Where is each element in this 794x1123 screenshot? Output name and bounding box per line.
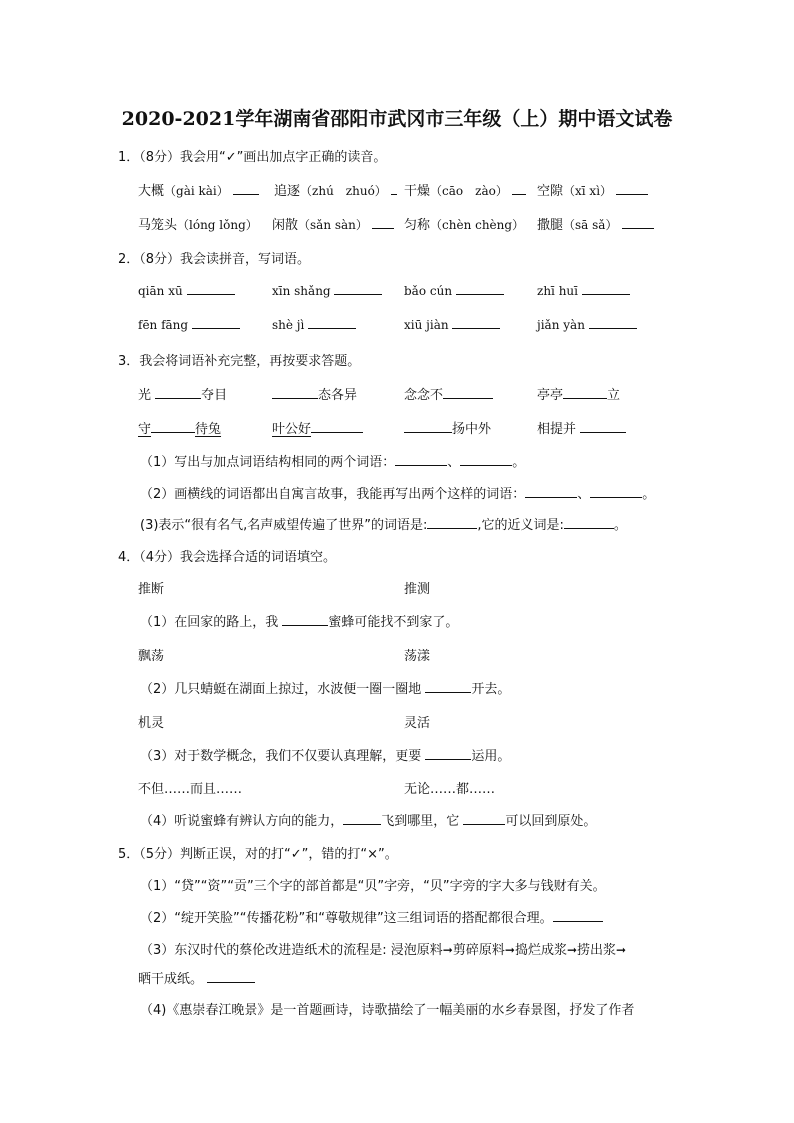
q2-pinyin-item xyxy=(272,282,382,298)
pinyin-text: xiū jiàn xyxy=(404,318,449,332)
answer-blank[interactable] xyxy=(395,453,447,466)
answer-blank[interactable] xyxy=(334,282,382,295)
sentence-text: 蜜蜂可能找不到家了。 xyxy=(328,615,459,630)
q1-row2-item4 xyxy=(537,214,654,233)
pinyin-text: fēn fāng xyxy=(138,318,189,332)
q1-word: 马笼头 xyxy=(138,218,178,233)
answer-blank[interactable] xyxy=(452,316,500,329)
q1-word: 空隙 xyxy=(537,184,564,199)
idiom-part: 立 xyxy=(607,388,621,403)
q2-pinyin-item xyxy=(138,282,235,298)
q5-statement-3 xyxy=(140,939,626,958)
q2-pinyin-item xyxy=(537,316,637,332)
idiom-part: 相提并 xyxy=(537,422,581,437)
idiom-part: 念念不 xyxy=(404,388,444,403)
word-option: 不但……而且…… xyxy=(138,782,243,797)
word-option: 荡漾 xyxy=(404,649,431,664)
q3-sub-question-2 xyxy=(140,483,655,502)
answer-blank[interactable] xyxy=(427,516,477,529)
answer-blank[interactable] xyxy=(460,453,512,466)
q1-row1-item4 xyxy=(537,180,648,199)
answer-blank[interactable] xyxy=(272,386,318,399)
sub-question-text: (3)表示“很有名气,名声威望传遍了世界”的词语是: xyxy=(140,518,428,533)
word-option: 推测 xyxy=(404,582,431,597)
q2-pinyin-item xyxy=(272,316,356,332)
answer-blank[interactable] xyxy=(590,485,642,498)
idiom-item xyxy=(404,384,493,403)
answer-blank[interactable] xyxy=(564,516,614,529)
answer-blank[interactable] xyxy=(391,182,397,195)
word-option: 无论……都…… xyxy=(404,782,496,797)
sentence-text: （3）对于数学概念，我们不仅要认真理解，更要 xyxy=(140,749,426,764)
q1-pinyin-options: （gài kài） xyxy=(164,184,229,198)
q5-statement-4: （4)《惠崇春江晚景》是一首题画诗，诗歌描绘了一幅美丽的水乡春景图，抒发了作者 xyxy=(140,1003,635,1018)
answer-blank[interactable] xyxy=(443,386,493,399)
answer-blank[interactable] xyxy=(582,282,630,295)
q1-word: 撒腿 xyxy=(537,218,564,233)
pinyin-text: qiān xū xyxy=(138,284,183,298)
answer-blank[interactable] xyxy=(404,420,452,433)
separator: 、 xyxy=(577,487,591,502)
question-4-heading: 4．（4分）我会选择合适的词语填空。 xyxy=(118,550,337,565)
q1-pinyin-options: （cāo zào） xyxy=(430,184,508,198)
idiom-item xyxy=(537,384,620,403)
idiom-part: 叶公好 xyxy=(272,422,312,437)
question-2-heading: 2．（8分）我会读拼音，写词语。 xyxy=(118,252,311,267)
idiom-item xyxy=(404,418,491,437)
answer-blank[interactable] xyxy=(463,812,505,825)
sub-question-text: ,它的近义词是: xyxy=(477,518,564,533)
question-5-heading: 5．（5分）判断正误，对的打“✓”，错的打“×”。 xyxy=(118,847,398,862)
sub-question-text: （2）画横线的词语都出自寓言故事，我能再写出两个这样的词语： xyxy=(140,487,526,502)
q5-statement-1: （1）“贷”“资”“贡”三个字的部首都是“贝”字旁，“贝”字旁的字大多与钱财有关。 xyxy=(140,879,606,894)
answer-blank[interactable] xyxy=(155,386,201,399)
q1-row2-item1 xyxy=(138,214,258,233)
pinyin-text: jiǎn yàn xyxy=(537,318,585,332)
q1-pinyin-options: （zhú zhuó） xyxy=(300,184,387,198)
answer-blank[interactable] xyxy=(207,970,255,983)
idiom-part: 光 xyxy=(138,388,156,403)
q1-row1-item3 xyxy=(404,180,526,199)
q4-sentence-1 xyxy=(140,611,458,630)
answer-blank[interactable] xyxy=(192,316,240,329)
period: 。 xyxy=(642,487,656,502)
answer-blank[interactable] xyxy=(425,680,471,693)
sentence-text: 开去。 xyxy=(471,682,511,697)
idiom-part: 亭亭 xyxy=(537,388,564,403)
answer-blank[interactable] xyxy=(187,282,235,295)
q2-pinyin-item xyxy=(404,282,504,298)
answer-blank[interactable] xyxy=(311,420,363,433)
pinyin-text: bǎo cún xyxy=(404,284,453,298)
word-option: 机灵 xyxy=(138,716,165,731)
statement-text: （2）“绽开笑脸”“传播花粉”和“尊敬规律”这三组词语的搭配都很合理。 xyxy=(140,911,553,926)
sub-question-text: （1）写出与加点词语结构相同的两个词语： xyxy=(140,455,396,470)
statement-text: 晒干成纸。 xyxy=(138,972,204,987)
idiom-part: 待兔 xyxy=(195,422,222,437)
pinyin-text: zhī huī xyxy=(537,284,578,298)
period: 。 xyxy=(512,455,526,470)
sentence-text: （1）在回家的路上，我 xyxy=(140,615,283,630)
idiom-item xyxy=(272,384,357,403)
answer-blank[interactable] xyxy=(525,485,577,498)
idiom-part: 守 xyxy=(138,422,152,437)
arrow-right-icon: ➞ xyxy=(616,943,627,957)
answer-blank[interactable] xyxy=(282,613,328,626)
q3-sub-question-1 xyxy=(140,451,525,470)
page-title: 2020-2021学年湖南省邵阳市武冈市三年级（上）期中语文试卷 xyxy=(121,108,673,130)
q1-word: 追逐 xyxy=(274,184,301,199)
idiom-item xyxy=(272,418,363,437)
q1-word: 匀称 xyxy=(404,218,431,233)
q1-pinyin-options: （xī xì） xyxy=(563,184,613,198)
q2-pinyin-item xyxy=(138,316,240,332)
period: 。 xyxy=(613,518,627,533)
idiom-item xyxy=(138,418,221,437)
sentence-text: 运用。 xyxy=(471,749,511,764)
sentence-text: （4）听说蜜蜂有辨认方向的能力， xyxy=(140,814,344,829)
q4-sentence-4 xyxy=(140,810,596,829)
answer-blank[interactable] xyxy=(233,182,259,195)
answer-blank[interactable] xyxy=(563,386,607,399)
q1-pinyin-options: （chèn chèng） xyxy=(430,218,525,232)
arrow-right-icon: ➞ xyxy=(504,943,515,957)
q5-statement-3-continued xyxy=(138,968,255,987)
question-3-heading: 3．我会将词语补充完整，再按要求答题。 xyxy=(118,354,361,369)
answer-blank[interactable] xyxy=(589,316,637,329)
answer-blank[interactable] xyxy=(622,216,654,229)
q4-sentence-2 xyxy=(140,678,510,697)
sentence-text: 可以回到原处。 xyxy=(505,814,597,829)
idiom-part: 夺目 xyxy=(201,388,228,403)
q1-row1-item2 xyxy=(274,180,397,199)
answer-blank[interactable] xyxy=(151,420,195,433)
arrow-right-icon: ➞ xyxy=(442,943,453,957)
q1-row2-item3 xyxy=(404,214,524,233)
answer-blank[interactable] xyxy=(553,909,603,922)
q2-pinyin-item xyxy=(404,316,500,332)
answer-blank[interactable] xyxy=(425,747,471,760)
process-step: 剪碎原料 xyxy=(452,943,505,958)
q4-sentence-3 xyxy=(140,745,510,764)
answer-blank[interactable] xyxy=(343,812,381,825)
q1-row2-item2 xyxy=(272,214,394,233)
answer-blank[interactable] xyxy=(512,182,526,195)
answer-blank[interactable] xyxy=(456,282,504,295)
answer-blank[interactable] xyxy=(616,182,648,195)
statement-text: （3）东汉时代的蔡伦改进造纸术的流程是: 浸泡原料 xyxy=(140,943,443,958)
arrow-right-icon: ➞ xyxy=(566,943,578,957)
q1-word: 大概 xyxy=(138,184,165,199)
q1-pinyin-options: （sā sǎ） xyxy=(563,218,618,232)
idiom-part: 态各异 xyxy=(318,388,358,403)
idiom-item xyxy=(537,418,626,437)
q3-sub-question-3 xyxy=(140,514,627,533)
q2-pinyin-item xyxy=(537,282,630,298)
q1-word: 闲散 xyxy=(272,218,299,233)
pinyin-text: xīn shǎng xyxy=(272,284,331,298)
word-option: 飘荡 xyxy=(138,649,165,664)
idiom-part: 扬中外 xyxy=(452,422,492,437)
process-step: 捣烂成浆 xyxy=(514,943,567,958)
q1-word: 干燥 xyxy=(404,184,431,199)
answer-blank[interactable] xyxy=(372,216,394,229)
q1-pinyin-options: （lóng lǒng） xyxy=(177,218,258,232)
q5-statement-2 xyxy=(140,907,603,926)
q1-row1-item1 xyxy=(138,180,259,199)
word-option: 灵活 xyxy=(404,716,431,731)
pinyin-text: shè jì xyxy=(272,318,305,332)
answer-blank[interactable] xyxy=(308,316,356,329)
sentence-text: 飞到哪里，它 xyxy=(381,814,464,829)
separator: 、 xyxy=(447,455,461,470)
idiom-item xyxy=(138,384,227,403)
word-option: 推断 xyxy=(138,582,165,597)
answer-blank[interactable] xyxy=(580,420,626,433)
sentence-text: （2）几只蜻蜓在湖面上掠过，水波便一圈一圈地 xyxy=(140,682,426,697)
q1-pinyin-options: （sǎn sàn） xyxy=(298,218,368,232)
process-step: 捞出浆 xyxy=(577,943,617,958)
question-1-heading: 1．（8分）我会用“✓”画出加点字正确的读音。 xyxy=(118,150,387,165)
